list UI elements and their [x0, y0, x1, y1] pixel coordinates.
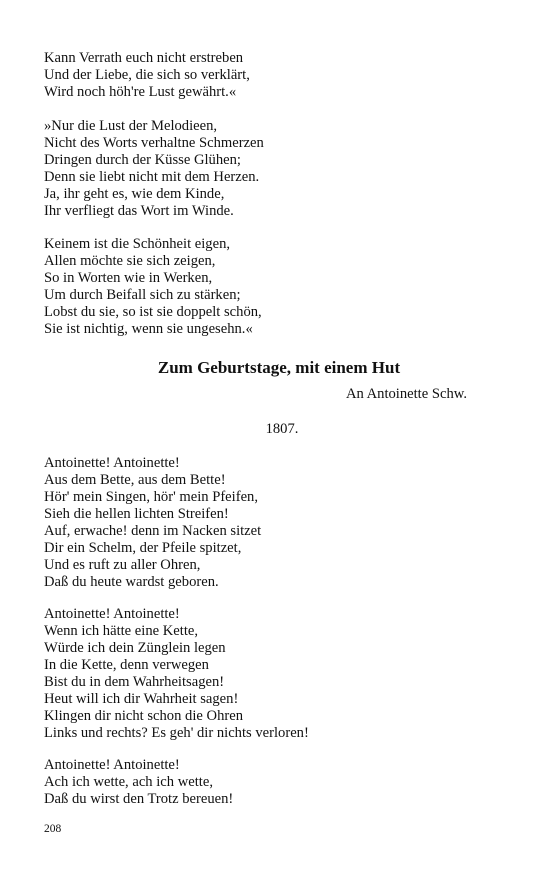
verse-line: Auf, erwache! denn im Nacken sitzet	[44, 523, 262, 539]
verse-line: Aus dem Bette, aus dem Bette!	[44, 472, 226, 488]
verse-line: Klingen dir nicht schon die Ohren	[44, 708, 243, 724]
verse-line: Hör' mein Singen, hör' mein Pfeifen,	[44, 489, 258, 505]
verse-line: Antoinette! Antoinette!	[44, 757, 180, 773]
verse-line: Denn sie liebt nicht mit dem Herzen.	[44, 169, 260, 185]
verse-line: Links und rechts? Es geh' dir nichts verloren!	[44, 725, 309, 741]
verse-line: Allen möchte sie sich zeigen,	[44, 253, 216, 269]
verse-line: Wenn ich hätte eine Kette,	[44, 623, 199, 639]
stanza-2	[44, 606, 514, 742]
verse-line: Und der Liebe, die sich so verklärt,	[44, 67, 250, 83]
verse-line: Heut will ich dir Wahrheit sagen!	[44, 691, 239, 707]
verse-line: So in Worten wie in Werken,	[44, 270, 213, 286]
verse-line: Daß du wirst den Trotz bereuen!	[44, 791, 234, 807]
verse-line: Keinem ist die Schönheit eigen,	[44, 236, 231, 252]
verse-line: Bist du in dem Wahrheitsagen!	[44, 674, 225, 690]
verse-line: Antoinette! Antoinette!	[44, 606, 180, 622]
poem-title: Zum Geburtstage, mit einem Hut	[157, 358, 401, 377]
verse-line: Würde ich dein Zünglein legen	[44, 640, 226, 656]
verse-line: Sie ist nichtig, wenn sie ungesehn.«	[44, 321, 253, 337]
verse-line: Ja, ihr geht es, wie dem Kinde,	[44, 186, 225, 202]
verse-line: Ihr verfliegt das Wort im Winde.	[44, 203, 234, 219]
verse-line: Lobst du sie, so ist sie doppelt schön,	[44, 304, 262, 320]
verse-line: Dringen durch der Küsse Glühen;	[44, 152, 241, 168]
verse-line: Daß du heute wardst geboren.	[44, 574, 219, 590]
verse-line: Dir ein Schelm, der Pfeile spitzet,	[44, 540, 242, 556]
verse-line: Nicht des Worts verhaltne Schmerzen	[44, 135, 264, 151]
verse-line: In die Kette, denn verwegen	[44, 657, 209, 673]
verse-line: »Nur die Lust der Melodieen,	[44, 118, 218, 134]
stanza-prev-1	[44, 50, 514, 101]
verse-line: Antoinette! Antoinette!	[44, 455, 180, 471]
verse-line: Und es ruft zu aller Ohren,	[44, 557, 201, 573]
poem-year: 1807.	[265, 421, 299, 437]
stanza-3	[44, 757, 514, 808]
stanza-1	[44, 455, 514, 591]
stanza-prev-2	[44, 118, 514, 220]
verse-line: Um durch Beifall sich zu stärken;	[44, 287, 241, 303]
stanza-prev-3	[44, 236, 514, 338]
poem-dedication: An Antoinette Schw.	[345, 386, 467, 402]
verse-line: Ach ich wette, ach ich wette,	[44, 774, 213, 790]
page-number: 208	[44, 823, 62, 835]
verse-line: Kann Verrath euch nicht erstreben	[44, 50, 244, 66]
verse-line: Wird noch höh're Lust gewährt.«	[44, 84, 237, 100]
verse-line: Sieh die hellen lichten Streifen!	[44, 506, 229, 522]
